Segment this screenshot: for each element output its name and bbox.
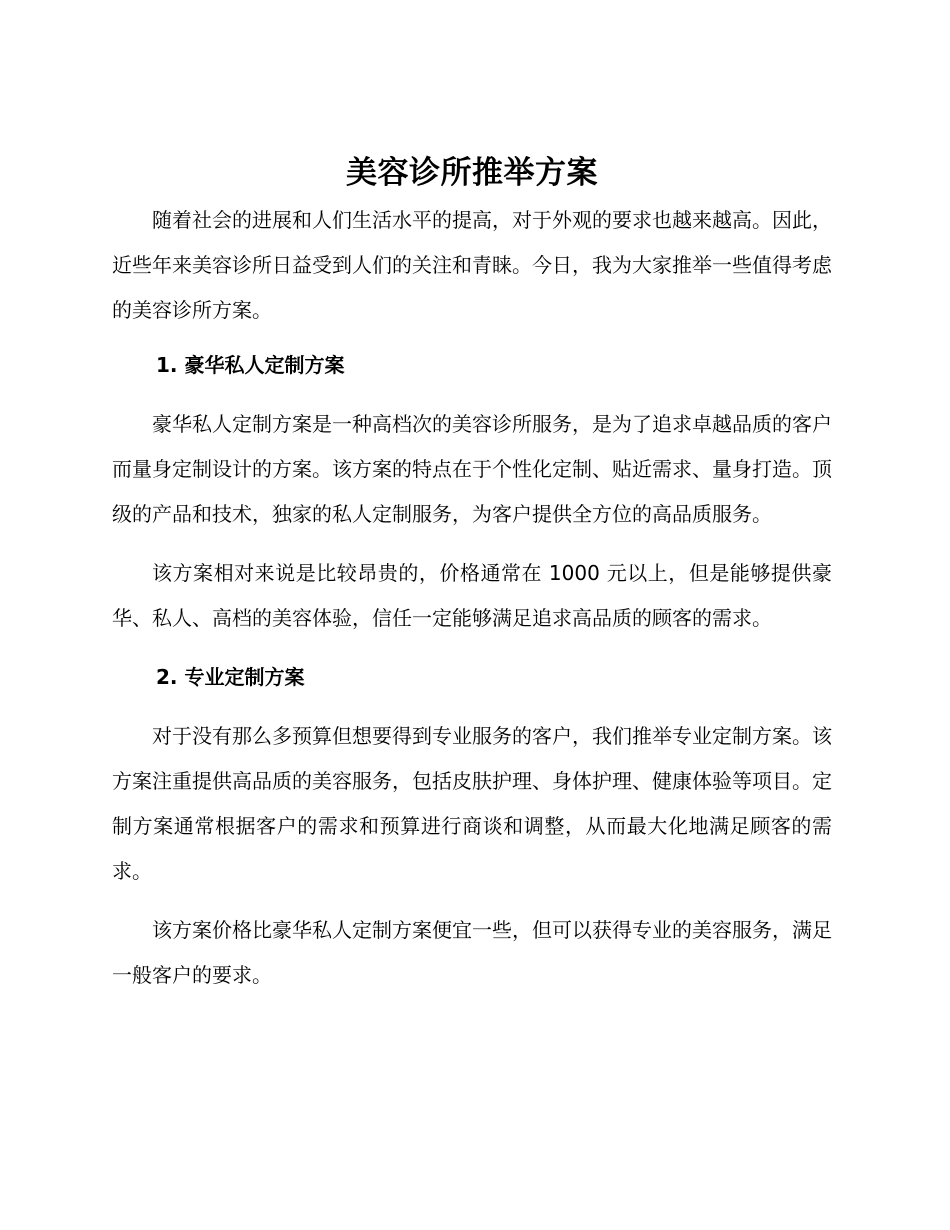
section-paragraph: 对于没有那么多预算但想要得到专业服务的客户，我们推举专业定制方案。该方案注重提供高品质的美容服务，包括皮肤护理、身体护理、健康体验等项目。定制方案通常根据客户的需求和预算进行商谈和调整，从而最大化地满足顾客的需求。 <box>112 724 832 883</box>
section-professional <box>112 655 832 998</box>
section-heading: 1. 豪华私人定制方案 <box>156 353 345 377</box>
page-title: 美容诊所推举方案 <box>346 155 598 191</box>
section-heading: 2. 专业定制方案 <box>156 665 305 689</box>
document-page <box>112 148 832 1012</box>
intro-paragraph: 随着社会的进展和人们生活水平的提高，对于外观的要求也越来越高。因此，近些年来美容诊所日益受到人们的关注和青睐。今日，我为大家推举一些值得考虑的美容诊所方案。 <box>112 208 832 322</box>
section-luxury <box>112 343 832 641</box>
section-paragraph: 豪华私人定制方案是一种高档次的美容诊所服务，是为了追求卓越品质的客户而量身定制设计的方案。该方案的特点在于个性化定制、贴近需求、量身打造。顶级的产品和技术，独家的私人定制服务，为客户提供全方位的高品质服务。 <box>112 412 832 526</box>
section-paragraph: 该方案价格比豪华私人定制方案便宜一些，但可以获得专业的美容服务，满足一般客户的要求。 <box>112 918 832 987</box>
section-paragraph: 该方案相对来说是比较昂贵的，价格通常在 1000 元以上，但是能够提供豪华、私人、高档的美容体验，信任一定能够满足追求高品质的顾客的需求。 <box>112 561 832 630</box>
